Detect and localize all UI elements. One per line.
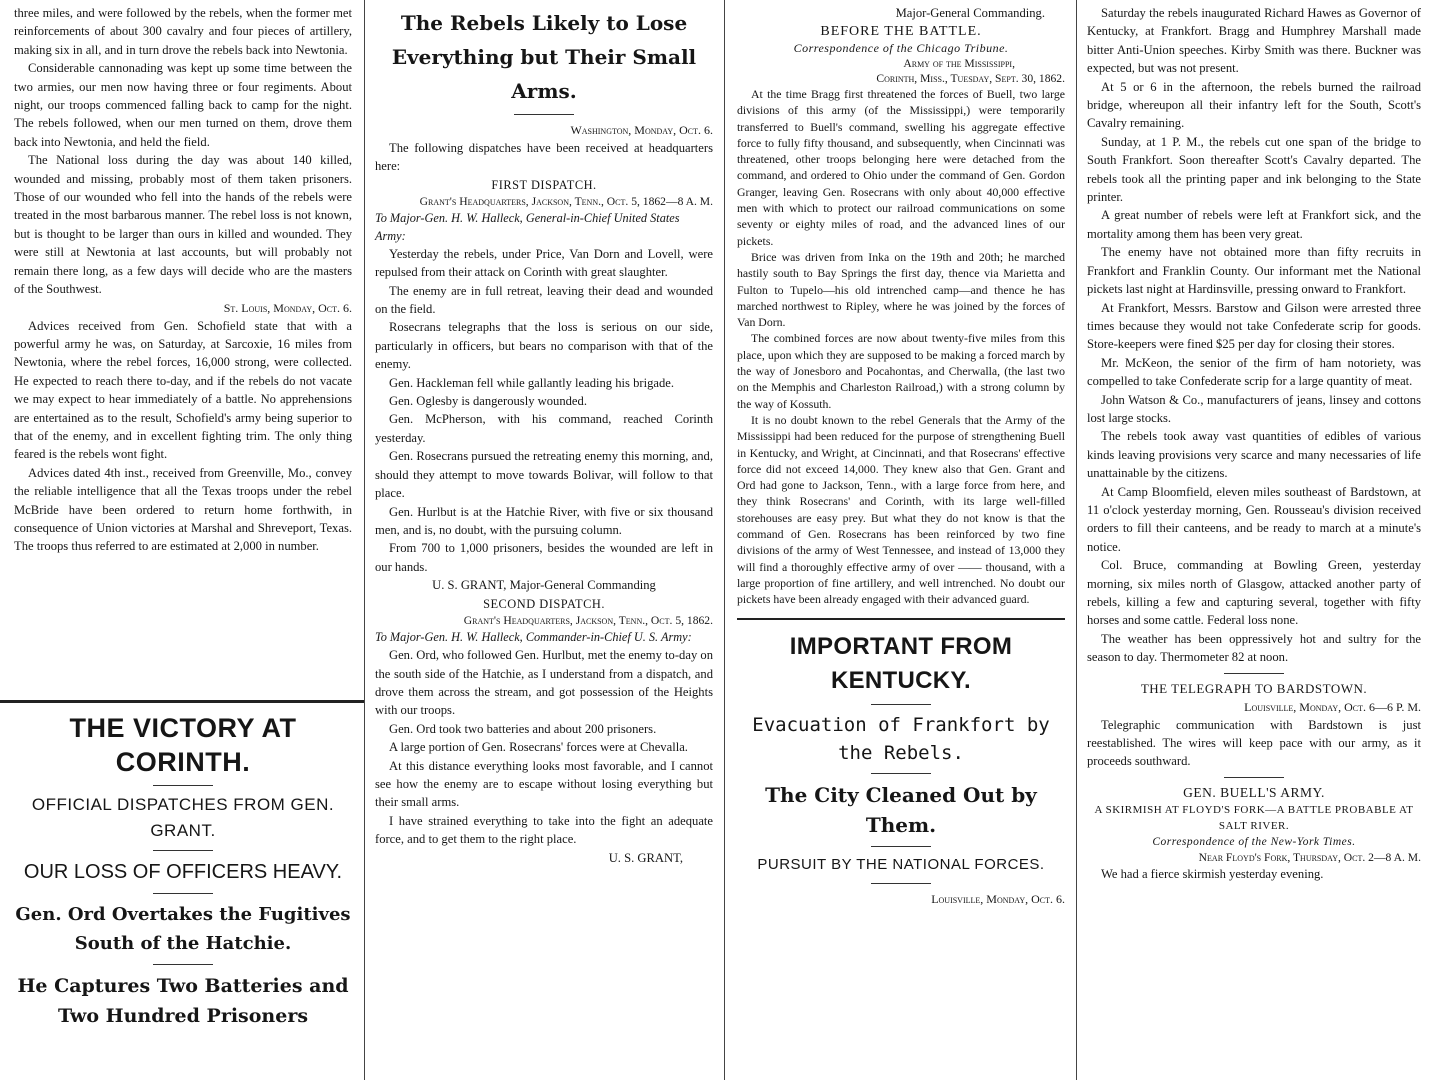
paragraph: Advices dated 4th inst., received from Greenville, Mo., convey the reliable intelligence that all the Texas troops under the rebel McBride have been ordered to return home forthwith, in consequence of Union victories at Marshal and Shreveport, Texas. The troops thus referred to are estimated at 2,000 in number. <box>14 465 352 554</box>
paragraph: Col. Bruce, commanding at Bowling Green, yesterday morning, six miles north of Glasgow, attacked another party of rebels, killing a few and capturing several, together with fifty horses and some cattle. Federal loss none. <box>1087 558 1421 628</box>
divider <box>153 850 213 851</box>
headline: The Rebels Likely to Lose Everything but Their Small Arms. <box>391 11 697 103</box>
paragraph: Rosecrans telegraphs that the loss is serious on our side, particularly in officers, but bears no comparison with that of the enemy. <box>375 320 713 372</box>
paragraph: At Camp Bloomfield, eleven miles southeast of Bardstown, at 11 o'clock yesterday morning, Gen. Rousseau's division received orders to fill their canteens, and be ready to march at a minute's notice. <box>1087 484 1421 554</box>
paragraph: At the time Bragg first threatened the forces of Buell, two large divisions of this army (of the Mississippi,) were temporarily transferred to Buell's command, swelling his aggregate effective force to fully fifty thousand, and subsequently, when Cincinnati was threatened, other troops belonging here were detached from the command, and ordered to Ohio under the command of Gen. Gordon Granger, leaving Gen. Rosecrans with only about 40,000 effective men with which to protect our railroad communications on some seventy or eighty miles of road, and the advanced lines of our pickets. <box>737 87 1065 248</box>
paragraph: John Watson & Co., manufacturers of jeans, linsey and cottons lost large stocks. <box>1087 392 1421 425</box>
signature: Major-General Commanding. <box>895 6 1045 20</box>
divider <box>153 893 213 894</box>
dispatch-title: FIRST DISPATCH. <box>491 177 597 192</box>
paragraph: Telegraphic communication with Bardstown is just reestablished. The wires will keep pace with our army, as it proceeds southward. <box>1087 717 1421 769</box>
paragraph: Advices received from Gen. Schofield state that with a powerful army he was, on Saturday, at Sarcoxie, 16 miles from Newtonia, where the rebel forces, 16,000 strong, were collected. He expected to reach there to-day, and if the rebels do not vacate we may expect to hear immediately of a battle. No apprehensions are entertained as to the result, Schofield's army being superior to that of the enemy, and in excellent fighting trim. The only thing feared is the rebels wont fight. <box>14 318 352 462</box>
paragraph: Sunday, at 1 P. M., the rebels cut one span of the bridge to South Frankfort. Soon thereafter Scott's Cavalry departed. The rebels took all the printing paper and ink belonging to the State printer. <box>1087 134 1421 205</box>
column-4 <box>1076 0 1436 1080</box>
divider <box>153 785 213 786</box>
correspondence-line: Correspondence of the Chicago Tribune. <box>793 41 1009 55</box>
addressee: To Major-Gen. H. W. Halleck, Commander-in-Chief U. S. Army: <box>375 630 692 645</box>
paragraph: The combined forces are now about twenty-five miles from this place, upon which they are supposed to be making a forced march by the way of Jonesboro and Pocahontas, and Cherwalla, (the last two on the Memphis and Charleston Railroad,) with a strong column by the way of Kossuth. <box>737 331 1065 411</box>
dispatch-title: SECOND DISPATCH. <box>483 597 605 612</box>
divider <box>514 114 574 115</box>
divider <box>1224 673 1284 674</box>
headline: BEFORE THE BATTLE. <box>820 24 982 39</box>
column-2 <box>364 0 725 1080</box>
headline: GEN. BUELL'S ARMY. <box>1183 784 1325 800</box>
paragraph: From 700 to 1,000 prisoners, besides the wounded are left in our hands. <box>375 541 713 574</box>
paragraph: Gen. Hackleman fell while gallantly leading his brigade. <box>389 375 675 390</box>
paragraph: The enemy are in full retreat, leaving their dead and wounded on the field. <box>375 283 713 317</box>
paragraph: I have strained everything to take into the fight an adequate force, and to get them to the right place. <box>375 813 713 847</box>
paragraph: Mr. McKeon, the senior of the firm of ham notoriety, was compelled to take Confederate scrip for a large quantity of meat. <box>1087 355 1421 389</box>
paragraph: A great number of rebels were left at Frankfort sick, and the mortality among them has been very great. <box>1087 208 1421 241</box>
deck: OFFICIAL DISPATCHES FROM GEN. GRANT. <box>31 795 335 840</box>
deck: Evacuation of Frankfort by the Rebels. <box>752 713 1050 764</box>
paragraph: Gen. Oglesby is dangerously wounded. <box>389 394 587 409</box>
paragraph: At Frankfort, Messrs. Barstow and Gilson were arrested three times because they would not take Confederate scrip for goods. Store-keepers were fined $25 per day for closing their stores. <box>1087 300 1421 352</box>
divider <box>737 618 1065 620</box>
paragraph: The enemy have not obtained more than fifty recruits in Frankfort and Franklin County. Our informant met the National pickets last night at Hardinsville, pressing onward to Frankfort. <box>1087 245 1421 297</box>
deck: A SKIRMISH AT FLOYD'S FORK—A BATTLE PROBABLE AT SALT RIVER. <box>1094 803 1414 832</box>
paragraph: The National loss during the day was about 140 killed, wounded and missing, probably most of them taken prisoners. Those of our wounded who fell into the hands of the rebels were treated in the most barbarous manner. The rebel loss is not known, but is thought to be larger than ours in killed and wounded. They were still at Newtonia at last accounts, but will probably not remain there long, as a few days will decide who are the masters of the Southwest. <box>14 153 352 297</box>
divider <box>153 964 213 965</box>
paragraph: three miles, and were followed by the rebels, when the former met reinforcements of about 300 cavalry and four pieces of artillery, making six in all, and in turn drove the rebels back into Newtonia. <box>14 6 352 57</box>
column-1-headlines <box>0 700 364 1083</box>
divider <box>871 773 931 774</box>
paragraph: Considerable cannonading was kept up some time between the two armies, our men now having three or four regiments. About night, our troops commenced falling back to camp for the night. The rebels followed, when our men turned on them, drove them back into Newtonia, and held the field. <box>14 61 352 149</box>
paragraph: We had a fierce skirmish yesterday evening. <box>1101 866 1324 881</box>
signature: U. S. GRANT, Major-General Commanding <box>432 578 656 593</box>
dateline: St. Louis, Monday, Oct. 6. <box>223 300 352 315</box>
dateline: Near Floyd's Fork, Thursday, Oct. 2—8 A. M. <box>1198 850 1421 864</box>
paragraph: The rebels took away vast quantities of edibles of various kinds leaving provisions very scarce and many necessaries of life unattainable by the citizens. <box>1087 429 1421 481</box>
deck: The City Cleaned Out by Them. <box>765 782 1037 837</box>
paragraph: It is no doubt known to the rebel Generals that the Army of the Mississippi had been reduced for the purpose of strengthening Buell in Kentucky, and Wright, at Cincinnati, and that Rosecrans' effective force did not exceed 14,000. They knew also that Gen. Grant and Ord had gone to Jackson, Tenn., with a large force from here, and they think Rosecrans' and Corinth, with its large well-filled storehouses are easy prey. But what they do not know is that the command of Gen. Rosecrans has been reinforced by two fine divisions of the army of West Tennessee, and instead of 13,000 they will find a thoroughly effective army of over —— thousand, with a large proportion of fine artillery, and well intrenched. No doubt our pickets have been already engaged with their advanced guard. <box>737 412 1065 607</box>
paragraph: Gen. Rosecrans pursued the retreating enemy this morning, and, should they attempt to move towards Bolivar, will follow to that place. <box>375 449 713 501</box>
column-1-top <box>0 0 364 700</box>
paragraph: At this distance everything looks most favorable, and I cannot see how the enemy are to escape without losing everything but their small arms. <box>375 758 713 810</box>
deck: Gen. Ord Overtakes the Fugitives South of the Hatchie. <box>15 904 351 954</box>
headline: IMPORTANT FROM KENTUCKY. <box>789 632 1013 694</box>
dateline: Louisville, Monday, Oct. 6. <box>931 891 1065 906</box>
deck: OUR LOSS OF OFFICERS HEAVY. <box>23 861 343 883</box>
headline: THE VICTORY AT CORINTH. <box>69 713 297 777</box>
dateline: Washington, Monday, Oct. 6. <box>570 123 713 137</box>
paragraph: A large portion of Gen. Rosecrans' forces were at Chevalla. <box>389 740 688 755</box>
divider <box>1224 777 1284 778</box>
divider <box>871 883 931 884</box>
headquarters-line: Grant's Headquarters, Jackson, Tenn., Oct. 5, 1862—8 A. M. <box>419 194 713 208</box>
army-line: Army of the Mississippi, <box>903 57 1015 70</box>
signature: U. S. GRANT, <box>608 850 683 865</box>
deck: He Captures Two Batteries and Two Hundred Prisoners <box>17 975 349 1027</box>
paragraph: The weather has been oppressively hot and sultry for the season to day. Thermometer 82 at noon. <box>1087 631 1421 665</box>
headline: THE TELEGRAPH TO BARDSTOWN. <box>1140 680 1368 696</box>
headquarters-line: Grant's Headquarters, Jackson, Tenn., Oct. 5, 1862. <box>463 614 713 628</box>
paragraph: At 5 or 6 in the afternoon, the rebels burned the railroad bridge, whereupon all their infantry left for the South, Scott's Cavalry remaining. <box>1087 79 1421 131</box>
paragraph: Gen. Ord took two batteries and about 200 prisoners. <box>389 721 657 736</box>
column-3 <box>724 0 1077 1080</box>
paragraph: Gen. McPherson, with his command, reached Corinth yesterday. <box>375 412 713 445</box>
dateline: Louisville, Monday, Oct. 6—6 P. M. <box>1244 699 1421 714</box>
paragraph: The following dispatches have been received at headquarters here: <box>375 141 713 174</box>
divider <box>871 704 931 705</box>
paragraph: Gen. Hurlbut is at the Hatchie River, with five or six thousand men, and is, no doubt, with the pursuing column. <box>375 504 713 537</box>
correspondence-line: Correspondence of the New-York Times. <box>1152 835 1356 848</box>
divider <box>871 846 931 847</box>
paragraph: Brice was driven from Inka on the 19th and 20th; he marched hastily south to Bay Springs the first day, thence via Marietta and Fulton to Tupelo—his old intrenched camp—and thence he has marched northwest to Ripley, where he was joined by the forces of Van Dorn. <box>737 249 1065 330</box>
paragraph: Saturday the rebels inaugurated Richard Hawes as Governor of Kentucky, at Frankfort. Bragg and Humphrey Marshall made bitter Anti-Union speeches. Kirby Smith was there. Buckner was expected, but was not present. <box>1087 6 1421 76</box>
paragraph: Gen. Ord, who followed Gen. Hurlbut, met the enemy to-day on the south side of the Hatchie, as I understand from a dispatch, and drove them across the stream, and got possession of the Heights with our troops. <box>375 648 713 718</box>
deck: PURSUIT BY THE NATIONAL FORCES. <box>757 855 1045 873</box>
dateline: Corinth, Miss., Tuesday, Sept. 30, 1862. <box>876 72 1065 85</box>
paragraph: Yesterday the rebels, under Price, Van Dorn and Lovell, were repulsed from their attack on Corinth with great slaughter. <box>375 246 713 280</box>
addressee: To Major-Gen. H. W. Halleck, General-in-Chief United States Army: <box>375 210 680 243</box>
